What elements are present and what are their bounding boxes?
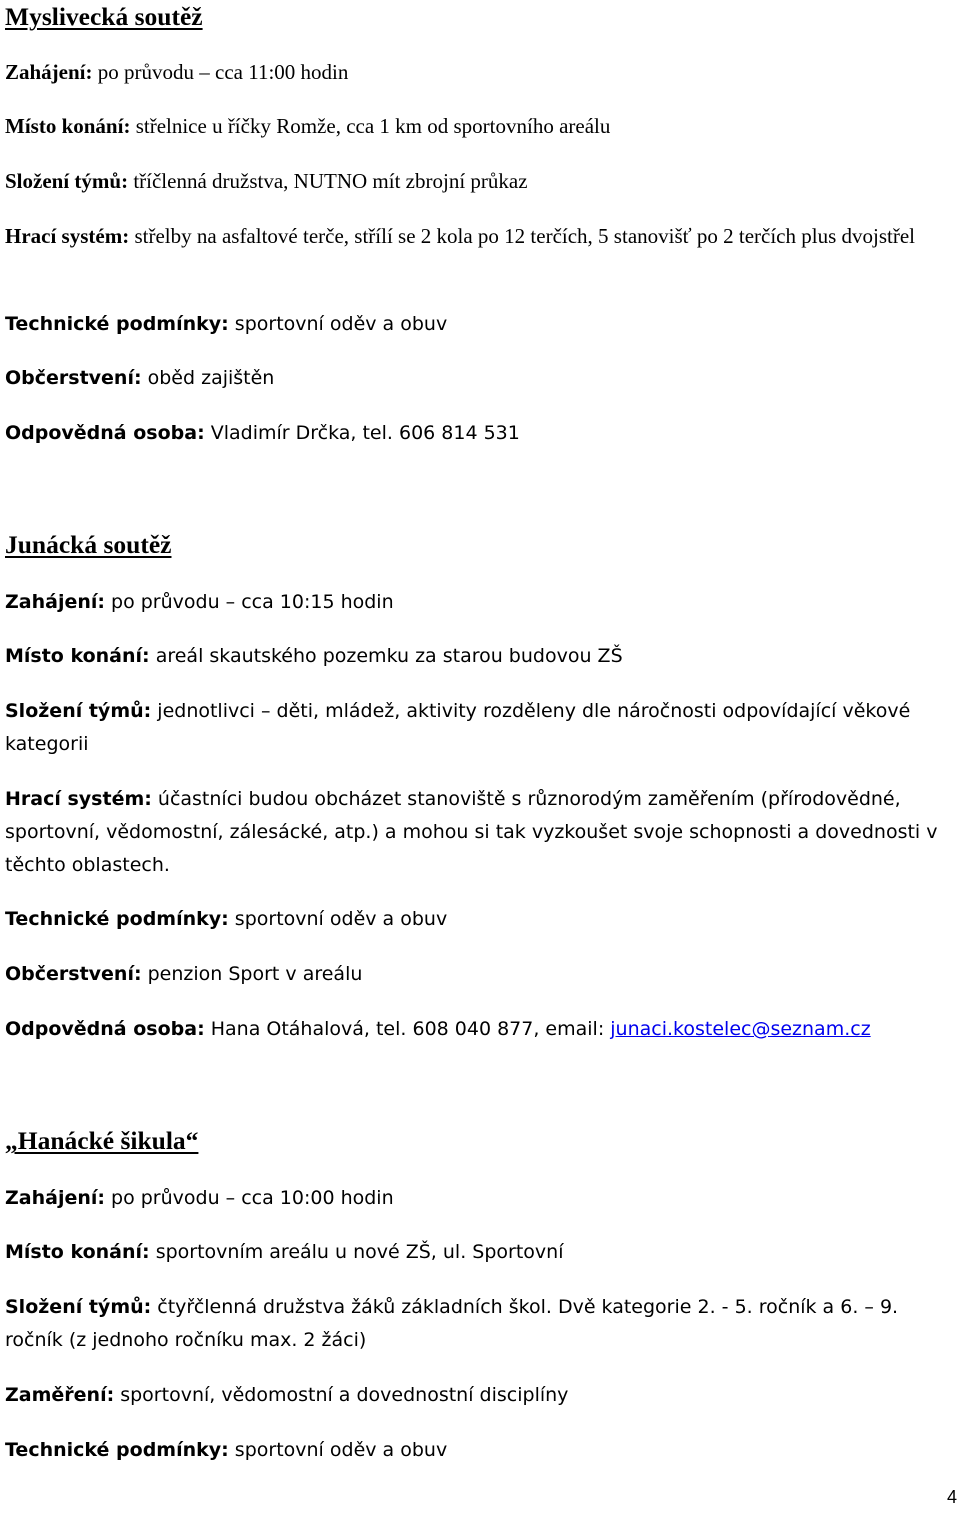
row-label: Zahájení: bbox=[5, 60, 93, 84]
row-value: areál skautského pozemku za starou budovou ZŠ bbox=[149, 645, 623, 667]
row-value: Hana Otáhalová, tel. 608 040 877, email: bbox=[204, 1018, 611, 1040]
row-slozeni-tymu bbox=[5, 1291, 957, 1357]
row-technicke-podminky bbox=[5, 308, 957, 341]
row-label: Odpovědná osoba: bbox=[5, 422, 205, 444]
row-technicke-podminky bbox=[5, 1434, 957, 1467]
row-value: sportovní oděv a obuv bbox=[228, 1439, 448, 1461]
row-value: čtyřčlenná družstva žáků základních škol. Dvě kategorie 2. - 5. ročník a 6. – 9. ročník (z jednoho ročníku max. 2 žáci) bbox=[5, 1296, 899, 1351]
row-label: Odpovědná osoba: bbox=[5, 1018, 205, 1040]
row-label: Složení týmů: bbox=[5, 700, 152, 722]
section-title-myslivecka: Myslivecká soutěž bbox=[5, 2, 203, 31]
row-technicke-podminky bbox=[5, 903, 957, 936]
row-misto-konani bbox=[5, 110, 957, 143]
row-label: Místo konání: bbox=[5, 114, 131, 138]
row-label: Zahájení: bbox=[5, 1187, 105, 1209]
row-zamereni bbox=[5, 1379, 957, 1412]
section-title-hanacke-sikula: „Hanácké šikula“ bbox=[5, 1126, 199, 1155]
row-odpovedna-osoba bbox=[5, 417, 957, 450]
row-label: Občerstvení: bbox=[5, 963, 142, 985]
row-value: oběd zajištěn bbox=[141, 367, 275, 389]
row-value: po průvodu – cca 11:00 hodin bbox=[92, 60, 349, 84]
row-label: Zahájení: bbox=[5, 591, 105, 613]
row-label: Hrací systém: bbox=[5, 788, 152, 810]
row-value: tříčlenná družstva, NUTNO mít zbrojní průkaz bbox=[128, 169, 528, 193]
email-link[interactable]: junaci.kostelec@seznam.cz bbox=[610, 1018, 871, 1040]
row-value: sportovní oděv a obuv bbox=[228, 908, 448, 930]
row-misto-konani bbox=[5, 640, 957, 673]
row-obcerstveni bbox=[5, 958, 957, 991]
page-number: 4 bbox=[946, 1487, 957, 1507]
row-value: účastníci budou obcházet stanoviště s různorodým zaměřením (přírodovědné, sportovní, vědomostní, zálesácké, atp.) a mohou si tak vyzkoušet svoje schopnosti a dovednosti v těchto oblastech. bbox=[5, 788, 938, 876]
row-value: sportovním areálu u nové ZŠ, ul. Sportovní bbox=[149, 1241, 564, 1263]
row-label: Občerstvení: bbox=[5, 367, 142, 389]
row-label: Technické podmínky: bbox=[5, 313, 229, 335]
row-hraci-system bbox=[5, 783, 957, 882]
row-value: střelnice u říčky Romže, cca 1 km od sportovního areálu bbox=[130, 114, 611, 138]
row-slozeni-tymu bbox=[5, 165, 957, 198]
row-zahajeni bbox=[5, 1182, 957, 1215]
row-label: Složení týmů: bbox=[5, 169, 129, 193]
row-label: Hrací systém: bbox=[5, 224, 130, 248]
row-label: Místo konání: bbox=[5, 645, 150, 667]
row-zahajeni bbox=[5, 56, 957, 89]
row-slozeni-tymu bbox=[5, 695, 957, 761]
row-label: Zaměření: bbox=[5, 1384, 115, 1406]
row-value: po průvodu – cca 10:00 hodin bbox=[104, 1187, 394, 1209]
row-value: sportovní oděv a obuv bbox=[228, 313, 448, 335]
row-label: Složení týmů: bbox=[5, 1296, 152, 1318]
section-title-junacka: Junácká soutěž bbox=[5, 530, 172, 559]
row-label: Technické podmínky: bbox=[5, 908, 229, 930]
row-value: po průvodu – cca 10:15 hodin bbox=[104, 591, 394, 613]
row-value: Vladimír Drčka, tel. 606 814 531 bbox=[204, 422, 520, 444]
row-misto-konani bbox=[5, 1236, 957, 1269]
row-value: sportovní, vědomostní a dovednostní disciplíny bbox=[114, 1384, 569, 1406]
row-hraci-system bbox=[5, 220, 957, 253]
row-label: Místo konání: bbox=[5, 1241, 150, 1263]
row-value: střelby na asfaltové terče, střílí se 2 kola po 12 terčích, 5 stanovišť po 2 terčích plus dvojstřel bbox=[129, 224, 915, 248]
row-odpovedna-osoba bbox=[5, 1013, 957, 1046]
row-value: jednotlivci – děti, mládež, aktivity rozděleny dle náročnosti odpovídající věkové kategorii bbox=[5, 700, 911, 755]
row-value: penzion Sport v areálu bbox=[141, 963, 363, 985]
row-label: Technické podmínky: bbox=[5, 1439, 229, 1461]
row-obcerstveni bbox=[5, 362, 957, 395]
row-zahajeni bbox=[5, 586, 957, 619]
